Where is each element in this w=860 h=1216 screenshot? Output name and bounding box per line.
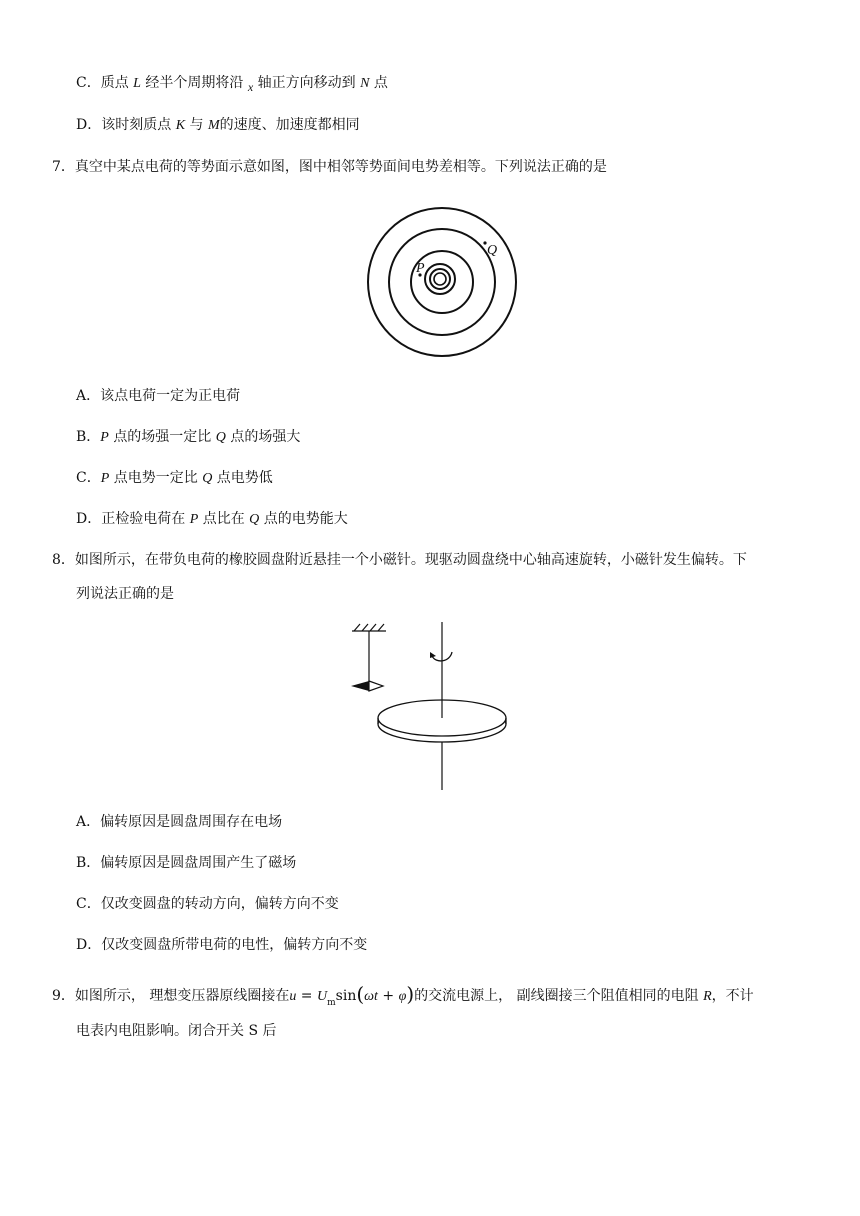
q9-stem-line2: 电表内电阻影响。闭合开关 S 后 bbox=[76, 1023, 277, 1039]
q6-option-d bbox=[76, 115, 360, 136]
text: C． bbox=[76, 470, 101, 486]
plus-sign: + bbox=[377, 988, 399, 1004]
var-k: K bbox=[175, 118, 186, 133]
var-u: u bbox=[289, 989, 297, 1004]
equipotential-ring-5 bbox=[430, 269, 450, 289]
var-n: N bbox=[360, 76, 370, 91]
q9-stem-line1 bbox=[52, 983, 754, 1008]
text: D．正检验电荷在 bbox=[76, 511, 186, 527]
rotating-disk-figure bbox=[346, 618, 512, 794]
var-m: M bbox=[207, 118, 220, 133]
text: ，不计 bbox=[711, 988, 754, 1004]
text: 点比在 bbox=[202, 511, 245, 527]
sin: sin bbox=[335, 988, 357, 1004]
point-p-label: P bbox=[416, 261, 425, 276]
q8-option-d: D．仅改变圆盘所带电荷的电性，偏转方向不变 bbox=[76, 937, 368, 953]
text: 点的场强一定比 bbox=[113, 429, 212, 445]
q7-option-d bbox=[76, 509, 348, 530]
text: 点的场强大 bbox=[230, 429, 301, 445]
var-x: x bbox=[247, 80, 254, 94]
q8-stem-line1: 8．如图所示，在带负电荷的橡胶圆盘附近悬挂一个小磁针。现驱动圆盘绕中心轴高速旋转，小磁针发生偏转。下 bbox=[52, 552, 747, 568]
var-q: Q bbox=[215, 430, 226, 445]
equals-sign: = bbox=[296, 988, 317, 1004]
phi: φ bbox=[398, 989, 407, 1004]
var-U: U bbox=[317, 989, 328, 1004]
text: 轴正方向移动到 bbox=[257, 75, 356, 91]
var-p: P bbox=[100, 471, 110, 486]
text: 的交流电源上， 副线圈接三个阻值相同的电阻 bbox=[414, 988, 699, 1004]
text: 点电势低 bbox=[216, 470, 273, 486]
q7-stem: 7．真空中某点电荷的等势面示意如图，图中相邻等势面间电势差相等。下列说法正确的是 bbox=[52, 159, 607, 175]
left-paren: ( bbox=[356, 982, 365, 1006]
q6-option-c bbox=[76, 73, 388, 94]
ceiling-hatch bbox=[352, 624, 386, 631]
omega-t: ωt bbox=[364, 989, 378, 1004]
var-q: Q bbox=[202, 471, 213, 486]
text: 的速度、加速度都相同 bbox=[219, 117, 360, 133]
text: 点电势一定比 bbox=[113, 470, 198, 486]
point-q-label: Q bbox=[487, 243, 498, 258]
q8-option-a: A．偏转原因是圆盘周围存在电场 bbox=[76, 814, 283, 830]
q8-stem-line2: 列说法正确的是 bbox=[76, 586, 174, 602]
q7-option-b bbox=[76, 427, 300, 448]
subscript-m: m bbox=[327, 998, 336, 1008]
text: 与 bbox=[189, 117, 204, 133]
magnetic-needle bbox=[351, 681, 383, 691]
q7-option-a: A．该点电荷一定为正电荷 bbox=[76, 388, 241, 404]
formula bbox=[289, 982, 415, 1008]
right-paren: ) bbox=[406, 982, 415, 1006]
text: 点的电势能大 bbox=[263, 511, 348, 527]
var-p: P bbox=[100, 430, 109, 445]
equipotential-ring-6 bbox=[434, 273, 446, 285]
text: D．该时刻质点 bbox=[76, 117, 172, 133]
text: B． bbox=[76, 429, 101, 445]
text: 9．如图所示， 理想变压器原线圈接在 bbox=[52, 988, 290, 1004]
var-r: R bbox=[703, 989, 712, 1004]
var-l: L bbox=[133, 76, 141, 91]
q8-option-c: C．仅改变圆盘的转动方向，偏转方向不变 bbox=[76, 896, 339, 912]
equipotential-ring-1 bbox=[368, 208, 516, 356]
text: 经半个周期将沿 bbox=[145, 75, 244, 91]
equipotential-ring-2 bbox=[389, 229, 498, 335]
q7-option-c bbox=[76, 468, 273, 489]
text: C．质点 bbox=[76, 75, 129, 91]
equipotential-figure bbox=[364, 202, 520, 360]
q8-option-b: B．偏转原因是圆盘周围产生了磁场 bbox=[76, 855, 297, 871]
var-p: P bbox=[189, 512, 199, 527]
var-q: Q bbox=[249, 512, 260, 527]
text: 点 bbox=[373, 75, 388, 91]
